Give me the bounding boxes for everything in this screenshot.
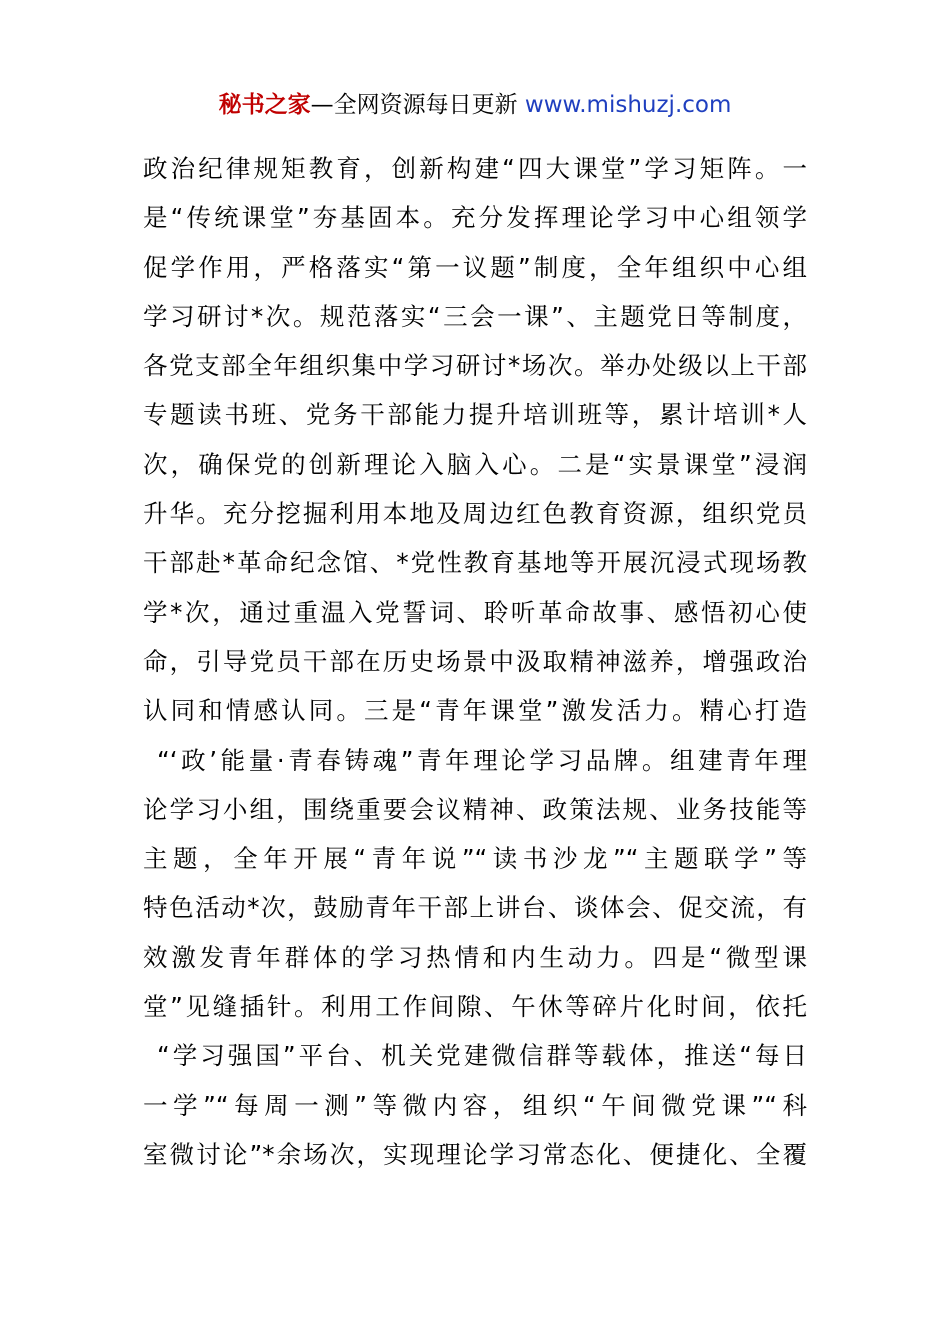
text-line: 是“传统课堂”夯基固本。充分发挥理论学习中心组领学 bbox=[143, 203, 807, 233]
site-header bbox=[0, 88, 950, 122]
text-line: 堂”见缝插针。利用工作间隙、午休等碎片化时间，依托 bbox=[143, 992, 807, 1022]
text-line: 专题读书班、党务干部能力提升培训班等，累计培训*人 bbox=[143, 400, 807, 430]
text-line: 命，引导党员干部在历史场景中汲取精神滋养，增强政治 bbox=[143, 646, 807, 676]
text-line: 学习研讨*次。规范落实“三会一课”、主题党日等制度， bbox=[143, 301, 807, 331]
text-line: 室微讨论”*余场次，实现理论学习常态化、便捷化、全覆 bbox=[143, 1139, 807, 1169]
text-line: 学*次，通过重温入党誓词、聆听革命故事、感悟初心使 bbox=[143, 597, 807, 627]
text-line: 干部赴*革命纪念馆、*党性教育基地等开展沉浸式现场教 bbox=[143, 548, 807, 578]
text-line: 促学作用，严格落实“第一议题”制度，全年组织中心组 bbox=[143, 252, 807, 282]
brand-name: 秘书之家 bbox=[218, 92, 311, 118]
text-line: 效激发青年群体的学习热情和内生动力。四是“微型课 bbox=[143, 942, 807, 972]
text-line: 次，确保党的创新理论入脑入心。二是“实景课堂”浸润 bbox=[143, 449, 807, 479]
header-tagline: —全网资源每日更新 bbox=[310, 92, 525, 118]
text-line: 特色活动*次，鼓励青年干部上讲台、谈体会、促交流，有 bbox=[143, 893, 807, 923]
text-line: “‘政’能量·青春铸魂”青年理论学习品牌。组建青年理 bbox=[157, 745, 807, 775]
text-line: 各党支部全年组织集中学习研讨*场次。举办处级以上干部 bbox=[143, 351, 807, 381]
text-line: 一学”“每周一测”等微内容，组织“午间微党课”“科 bbox=[143, 1090, 807, 1120]
body-paragraph bbox=[143, 144, 807, 1179]
text-line: 升华。充分挖掘利用本地及周边红色教育资源，组织党员 bbox=[143, 499, 807, 529]
text-line: 论学习小组，围绕重要会议精神、政策法规、业务技能等 bbox=[143, 794, 807, 824]
site-url-link[interactable]: www.mishuzj.com bbox=[524, 92, 732, 118]
text-line: 认同和情感认同。三是“青年课堂”激发活力。精心打造 bbox=[143, 696, 807, 726]
text-line: “学习强国”平台、机关党建微信群等载体，推送“每日 bbox=[157, 1041, 807, 1071]
text-line: 政治纪律规矩教育，创新构建“四大课堂”学习矩阵。一 bbox=[143, 154, 807, 183]
text-line: 主题，全年开展“青年说”“读书沙龙”“主题联学”等 bbox=[143, 844, 807, 874]
